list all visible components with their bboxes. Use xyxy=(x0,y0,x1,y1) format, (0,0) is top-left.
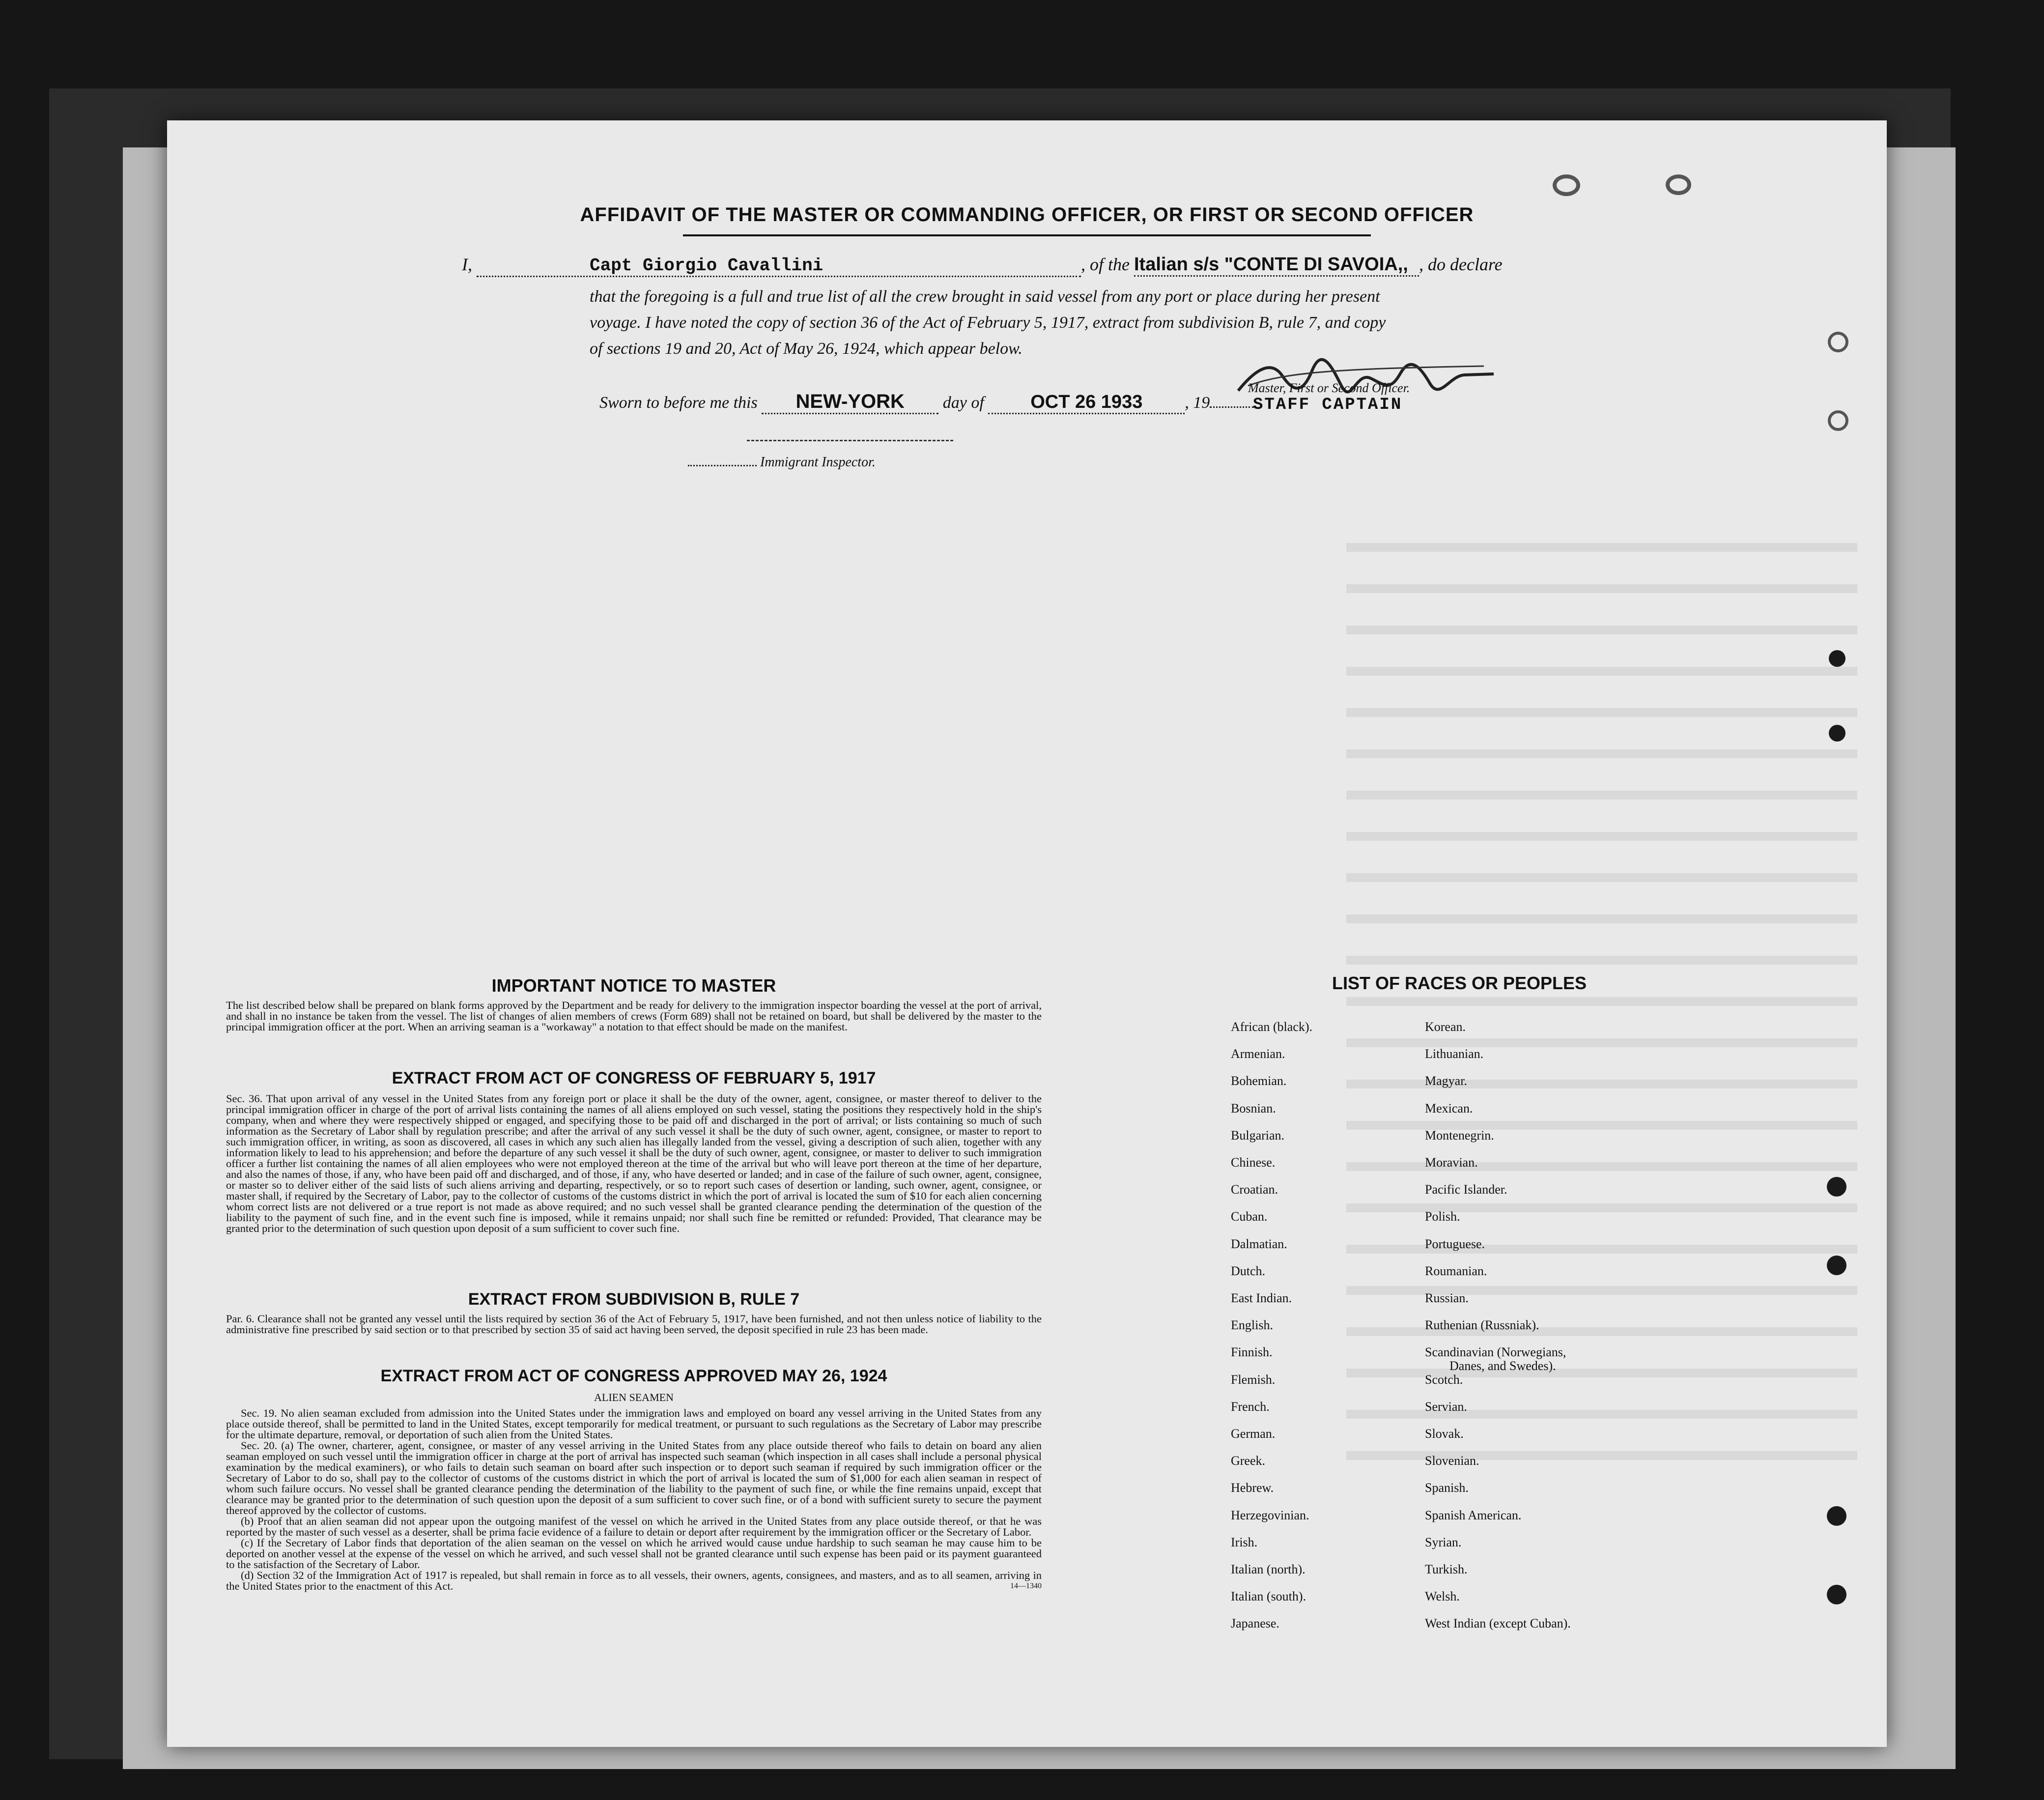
sworn-label: Sworn to before me this xyxy=(599,394,758,412)
race-item: French. xyxy=(1231,1399,1270,1414)
sworn-line xyxy=(599,391,1386,414)
race-item: Syrian. xyxy=(1425,1535,1462,1549)
race-item: Korean. xyxy=(1425,1020,1466,1034)
subdivision-title: EXTRACT FROM SUBDIVISION B, RULE 7 xyxy=(468,1290,800,1309)
extract-1924-title: EXTRACT FROM ACT OF CONGRESS APPROVED MAY 26, 1924 xyxy=(380,1367,887,1385)
race-item: Ruthenian (Russniak). xyxy=(1425,1318,1539,1333)
pronoun-label: I, xyxy=(462,255,472,274)
sworn-date: OCT 26 1933 xyxy=(1030,392,1143,412)
punch-hole xyxy=(1827,1177,1846,1197)
master-name: Capt Giorgio Cavallini xyxy=(590,256,823,276)
extract-1917-body: Sec. 36. That upon arrival of any vessel in the United States from any foreign port or place it shall be the duty of the owner, agent, consignee, or master thereof to deliver to the principal immigration officer in charge of the port of arrival lists containing the names of all aliens employed on such vessel, stating the positions they respectively hold in the ship's company, when and where they were respectively shipped or engaged, and specifying those to be paid off and discharged in the port of arrival; or lists containing so much of such information as the Secretary of Labor shall by regulation prescribe; and after the arrival of any such vessel it shall be the duty of such owner, agent, consignee, or master to report to such immigration officer, in writing, as soon as discovered, all cases in which any such alien has illegally landed from the vessel, giving a description of such alien, together with any information likely to lead to his apprehension; and before the departure of any such vessel it shall be the duty of such owner, agent, consignee, or master to deliver to such immigration officer a further list containing the names of all alien employees who were not employed thereon at the time of the arrival but who will leave port thereon at the time of her departure, and also the names of those, if any, who have been paid off and discharged, and of those, if any, who have deserted or landed; and in case of the failure of such owner, agent, consignee, or master so to deliver either of the said lists of such aliens arriving and departing, respectively, or so to report such cases of desertion or landing, such owner, agent, consignee, or master shall, if required by the Secretary of Labor, pay to the collector of customs of the customs district in which the port of arrival is located the sum of $10 for each alien concerning whom correct lists are not delivered or a true report is not made as above required; and no such vessel shall be granted clearance pending the determination of the question of the liability to the payment of such fine, and in the event such fine is imposed, while it remains unpaid; nor shall such fine be remitted or refunded: Provided, That clearance may be granted prior to the determination of such question upon deposit of a sum sufficient to cover such fine. xyxy=(226,1092,1042,1234)
race-item: Italian (south). xyxy=(1231,1589,1306,1604)
race-item: Polish. xyxy=(1425,1209,1460,1224)
bleed-through-text xyxy=(1346,543,1857,1477)
race-item: English. xyxy=(1231,1318,1273,1333)
extract-1924-subtitle: ALIEN SEAMEN xyxy=(594,1391,674,1403)
race-item: Russian. xyxy=(1425,1291,1469,1305)
punch-hole xyxy=(1553,174,1580,196)
race-item: Finnish. xyxy=(1231,1345,1273,1360)
race-item: Mexican. xyxy=(1425,1101,1473,1115)
race-item: Greek. xyxy=(1231,1454,1266,1468)
year-prefix: , 19 xyxy=(1185,394,1210,412)
race-item: Cuban. xyxy=(1231,1209,1268,1224)
race-item: Portuguese. xyxy=(1425,1236,1485,1251)
races-title: LIST OF RACES OR PEOPLES xyxy=(1332,973,1587,993)
notice-title: IMPORTANT NOTICE TO MASTER xyxy=(491,975,776,996)
race-item: Scotch. xyxy=(1425,1372,1463,1387)
race-item: Turkish. xyxy=(1425,1562,1468,1576)
race-item: Chinese. xyxy=(1231,1155,1276,1170)
extract-1917-title: EXTRACT FROM ACT OF CONGRESS OF FEBRUARY 5, 1917 xyxy=(392,1069,876,1087)
race-item: Lithuanian. xyxy=(1425,1047,1484,1061)
race-item: Armenian. xyxy=(1231,1047,1285,1061)
punch-hole xyxy=(1829,650,1845,667)
race-item: Herzegovinian. xyxy=(1231,1508,1309,1522)
race-item: Welsh. xyxy=(1425,1589,1460,1604)
race-item: Roumanian. xyxy=(1425,1263,1487,1278)
affidavit-line-1 xyxy=(462,254,1715,277)
place-field xyxy=(762,391,938,414)
race-item: Danes, and Swedes). xyxy=(1449,1359,1556,1373)
inspector-line xyxy=(688,455,876,470)
date-field xyxy=(988,392,1185,414)
race-item: Spanish American. xyxy=(1425,1508,1522,1522)
affidavit-title: AFFIDAVIT OF THE MASTER OR COMMANDING OFFICER, OR FIRST OR SECOND OFFICER xyxy=(580,204,1474,226)
title-underline xyxy=(683,234,1371,236)
vessel-field xyxy=(1134,254,1419,277)
master-caption: Master, First or Second Officer. xyxy=(1248,381,1410,395)
year-field xyxy=(1210,406,1254,408)
race-item: Servian. xyxy=(1425,1399,1467,1414)
race-item: Spanish. xyxy=(1425,1481,1469,1495)
race-item: Irish. xyxy=(1231,1535,1258,1549)
race-item: Slovak. xyxy=(1425,1427,1464,1441)
race-item: German. xyxy=(1231,1427,1276,1441)
race-item: Pacific Islander. xyxy=(1425,1182,1507,1197)
race-item: Moravian. xyxy=(1425,1155,1478,1170)
sec-19-paragraph: Sec. 19. No alien seaman excluded from admission into the United States under the immigration laws and employed on board any vessel arriving in the United States from any place outside thereof, shall be permitted to land in the United States, except temporarily for medical treatment, or pursuant to such regulations as the Secretary of Labor may prescribe for the ultimate departure, removal, or deportation of such alien from the United States. xyxy=(226,1407,1042,1441)
affidavit-line-2: that the foregoing is a full and true list of all the crew brought in said vessel from any port or place during her present xyxy=(590,287,1380,306)
punch-hole xyxy=(1666,174,1691,195)
punch-hole xyxy=(1828,332,1848,352)
race-item: West Indian (except Cuban). xyxy=(1425,1616,1571,1631)
master-name-field xyxy=(477,254,1081,277)
race-item: Magyar. xyxy=(1425,1074,1467,1088)
sec-20c-paragraph: (c) If the Secretary of Labor finds that deportation of the alien seaman on the vessel on which he arrived would cause undue hardship to such seaman he may cause him to be deported on another vessel at the expense of the vessel on which he arrived, and such vessel shall not be granted clearance until such expense has been paid or its payment guaranteed to the satisfaction of the Secretary of Labor. xyxy=(226,1537,1042,1571)
day-of-label: day of xyxy=(942,394,984,412)
race-item: Montenegrin. xyxy=(1425,1128,1494,1143)
sworn-place: NEW-YORK xyxy=(795,391,905,412)
race-item: Bosnian. xyxy=(1231,1101,1276,1115)
punch-hole xyxy=(1827,1256,1846,1275)
race-item: Bohemian. xyxy=(1231,1074,1287,1088)
race-item: Slovenian. xyxy=(1425,1454,1479,1468)
inspector-caption: Immigrant Inspector. xyxy=(760,455,876,470)
punch-hole xyxy=(1829,725,1845,742)
punch-hole xyxy=(1827,1585,1846,1604)
affidavit-line-3: voyage. I have noted the copy of section 36 of the Act of February 5, 1917, extract from subdivision B, rule 7, and copy xyxy=(590,314,1386,332)
punch-hole xyxy=(1828,410,1848,431)
race-item: Dalmatian. xyxy=(1231,1236,1287,1251)
sec-20b-paragraph: (b) Proof that an alien seaman did not appear upon the outgoing manifest of the vessel on which he arrived in the United States from any place outside thereof, or that he was reported by the master of such vessel as a deserter, shall be prima facie evidence of a failure to detain or deport after requirement by the immigration officer or the Secretary of Labor. xyxy=(226,1515,1042,1538)
subdivision-body: Par. 6. Clearance shall not be granted any vessel until the lists required by section 36 of the Act of February 5, 1917, have been furnished, and not then unless notice of liability to the administrative fine prescribed by said section or to that prescribed by section 35 of said act having been served, the deposit specified in rule 23 has been made. xyxy=(226,1313,1042,1336)
race-item: Bulgarian. xyxy=(1231,1128,1285,1143)
form-number: 14—1340 xyxy=(1010,1582,1042,1590)
vessel-name: Italian s/s "CONTE DI SAVOIA,, xyxy=(1134,254,1408,275)
inspector-signature-line xyxy=(747,440,953,441)
declare-label: , do declare xyxy=(1419,255,1503,274)
sec-20a-paragraph: Sec. 20. (a) The owner, charterer, agent, consignee, or master of any vessel arriving in the United States from any place outside thereof who fails to detain on board any alien seaman employed on such vessel until the immigration officer in charge at the port of arrival has inspected such seaman (which inspection in all cases shall include a personal physical examination by the medical examiners), or who fails to detain such seaman on board after such inspection or to deport such seaman if required by such immigration officer or the Secretary of Labor to do so, shall pay to the collector of customs of the customs district in which the port of arrival is located the sum of $1,000 for each alien seaman in respect of whom such failure occurs. No vessel shall be granted clearance pending the determination of the liability to the payment of such fine, or while the fine remains unpaid, except that clearance may be granted prior to the determination of such question upon the deposit of a sum sufficient to cover such fine, or of a bond with sufficient surety to secure the payment thereof approved by the collector of customs. xyxy=(226,1439,1042,1516)
sec-20d-paragraph: (d) Section 32 of the Immigration Act of 1917 is repealed, but shall remain in force as to all vessels, their owners, agents, consignees, and masters, and as to all seamen, arriving in the United States prior to the enactment of this Act. 14—1340 xyxy=(226,1569,1042,1592)
staff-captain-stamp: STAFF CAPTAIN xyxy=(1253,396,1403,414)
extract-1924-body xyxy=(226,1408,1042,1592)
document-sheet xyxy=(167,120,1887,1747)
race-item: East Indian. xyxy=(1231,1291,1292,1305)
race-item: Dutch. xyxy=(1231,1263,1266,1278)
race-item: Flemish. xyxy=(1231,1372,1276,1387)
race-item: Japanese. xyxy=(1231,1616,1279,1631)
race-item: Scandinavian (Norwegians, xyxy=(1425,1345,1566,1360)
of-the-label: , of the xyxy=(1081,255,1130,274)
inspector-field xyxy=(688,465,757,466)
race-item: Hebrew. xyxy=(1231,1481,1274,1495)
affidavit-line-4: of sections 19 and 20, Act of May 26, 1924, which appear below. xyxy=(590,340,1022,358)
race-item: Croatian. xyxy=(1231,1182,1278,1197)
punch-hole xyxy=(1827,1506,1846,1526)
notice-body: The list described below shall be prepared on blank forms approved by the Department and be ready for delivery to the immigration inspector boarding the vessel at the port of arrival, and shall in no instance be taken from the vessel. The list of changes of alien members of crews (Form 689) shall not be retained on board, but shall be delivered by the master to the principal immigration officer at the port. When an arriving seaman is a "workaway" a notation to that effect should be made on the manifest. xyxy=(226,999,1042,1033)
race-item: African (black). xyxy=(1231,1020,1313,1034)
race-item: Italian (north). xyxy=(1231,1562,1306,1576)
